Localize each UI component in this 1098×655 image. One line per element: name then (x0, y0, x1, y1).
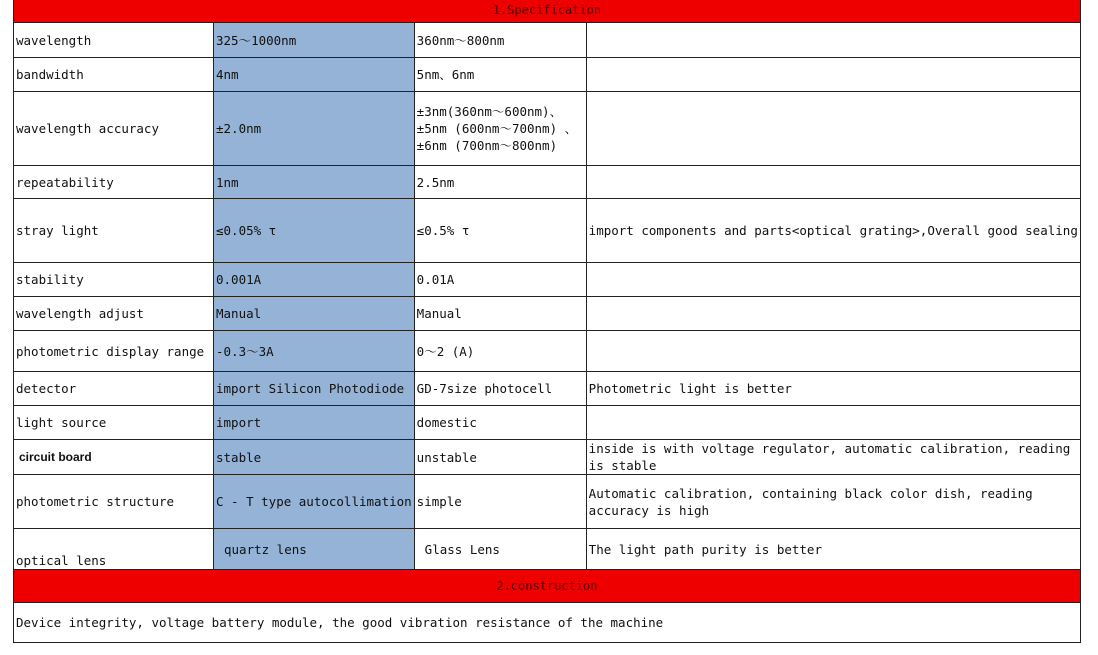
domestic-value: GD-7size photocell (414, 372, 586, 406)
domestic-value: Manual (414, 297, 586, 331)
import-value: C - T type autocollimation (214, 475, 415, 529)
domestic-value: ≤0.5% τ (414, 199, 586, 263)
section-header-row (14, 0, 1081, 23)
domestic-value: simple (414, 475, 586, 529)
import-value: 4nm (214, 58, 415, 92)
row-note (586, 166, 1080, 199)
table-row (14, 475, 1081, 529)
row-label: repeatability (14, 166, 214, 199)
import-value: 325～1000nm (214, 23, 415, 58)
table-row (14, 529, 1081, 570)
row-label: optical lens (14, 529, 214, 570)
row-note (586, 331, 1080, 372)
row-note: The light path purity is better (586, 529, 1080, 570)
table-row (14, 372, 1081, 406)
domestic-value: 360nm～800nm (414, 23, 586, 58)
row-note: Automatic calibration, containing black color dish, reading accuracy is high (586, 475, 1080, 529)
row-label: photometric display range (14, 331, 214, 372)
table-row (14, 199, 1081, 263)
section-header-row (14, 570, 1081, 603)
row-label: stability (14, 263, 214, 297)
import-value: ≤0.05% τ (214, 199, 415, 263)
construction-row (14, 603, 1081, 643)
row-label: bandwidth (14, 58, 214, 92)
row-note: import components and parts<optical grating>,Overall good sealing (586, 199, 1080, 263)
row-note (586, 263, 1080, 297)
row-note: Photometric light is better (586, 372, 1080, 406)
section-title-construction: 2.construction (14, 570, 1081, 603)
row-label: light source (14, 406, 214, 440)
specification-table (13, 0, 1081, 643)
import-value: -0.3～3A (214, 331, 415, 372)
row-note (586, 58, 1080, 92)
import-value: 0.001A (214, 263, 415, 297)
construction-text: Device integrity, voltage battery module, the good vibration resistance of the machine (14, 603, 1081, 643)
import-value: stable (214, 440, 415, 475)
section-title-specification: 1.Specification (14, 0, 1081, 23)
domestic-value: 0.01A (414, 263, 586, 297)
table-row (14, 440, 1081, 475)
domestic-value: 0～2 (A) (414, 331, 586, 372)
table-row (14, 406, 1081, 440)
row-note (586, 406, 1080, 440)
domestic-value: domestic (414, 406, 586, 440)
import-value: Manual (214, 297, 415, 331)
row-note (586, 92, 1080, 166)
domestic-value: Glass Lens (414, 529, 586, 570)
table-row (14, 297, 1081, 331)
table-row (14, 92, 1081, 166)
table-row (14, 23, 1081, 58)
domestic-value: 5nm、6nm (414, 58, 586, 92)
row-label: wavelength accuracy (14, 92, 214, 166)
row-label: circuit board (14, 440, 214, 475)
row-label: wavelength adjust (14, 297, 214, 331)
row-label: photometric structure (14, 475, 214, 529)
row-label: detector (14, 372, 214, 406)
domestic-value: ±3nm(360nm～600nm)、±5nm (600nm～700nm) 、±6nm (700nm～800nm) (414, 92, 586, 166)
import-value: ±2.0nm (214, 92, 415, 166)
import-value: import (214, 406, 415, 440)
domestic-value: unstable (414, 440, 586, 475)
row-note: inside is with voltage regulator, automatic calibration, reading is stable (586, 440, 1080, 475)
import-value: 1nm (214, 166, 415, 199)
row-label: wavelength (14, 23, 214, 58)
domestic-value: 2.5nm (414, 166, 586, 199)
import-value: import Silicon Photodiode (214, 372, 415, 406)
table-row (14, 58, 1081, 92)
row-note (586, 297, 1080, 331)
table-row (14, 263, 1081, 297)
row-label: stray light (14, 199, 214, 263)
table-row (14, 331, 1081, 372)
table-row (14, 166, 1081, 199)
import-value: quartz lens (214, 529, 415, 570)
row-note (586, 23, 1080, 58)
